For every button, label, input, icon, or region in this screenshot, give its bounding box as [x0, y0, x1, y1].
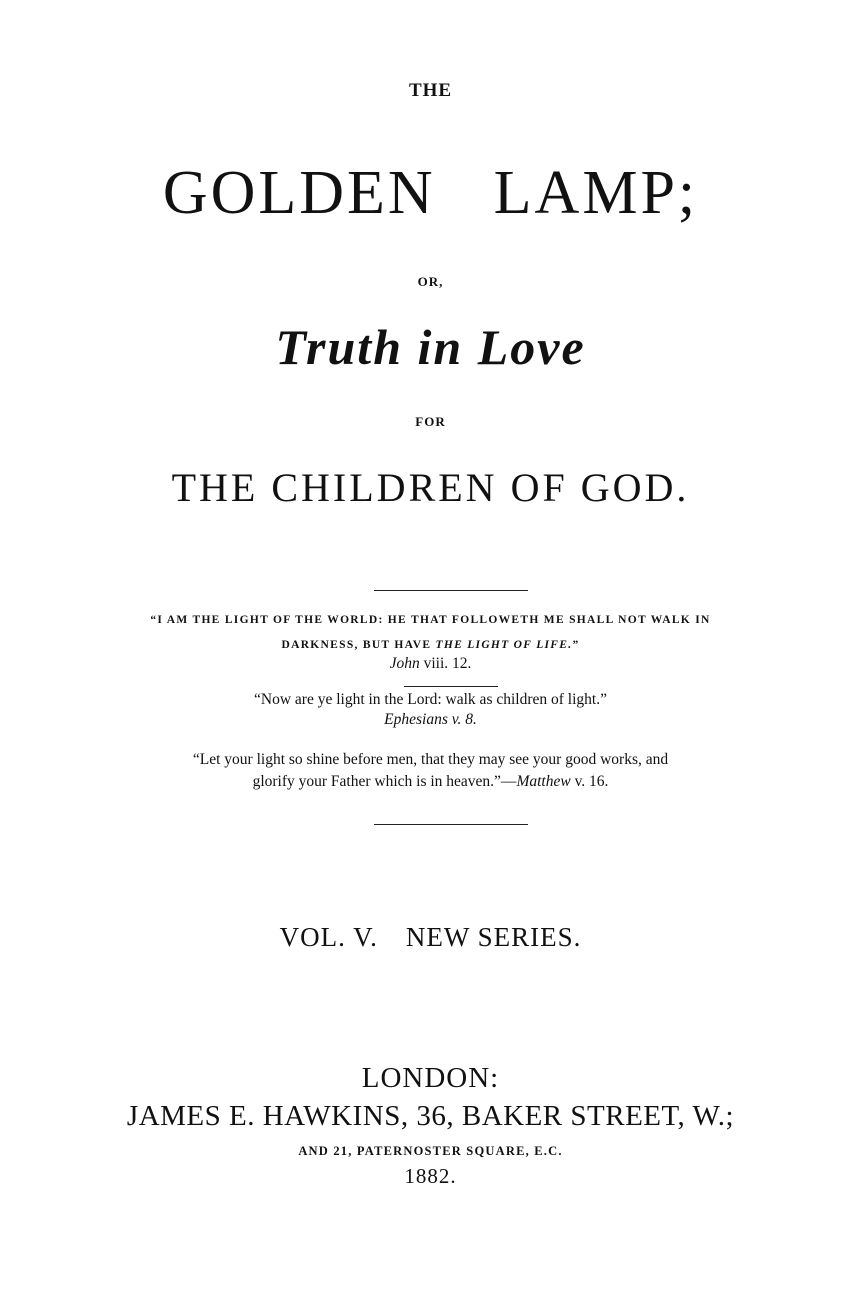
- quote2-reference: Ephesians v. 8.: [384, 711, 477, 728]
- quote3-line1: “Let your light so shine before men, that they may see your good works, and: [192, 751, 669, 768]
- imprint-publisher: JAMES E. HAWKINS, 36, BAKER STREET, W.;: [126, 1100, 735, 1132]
- quote1-book: John: [389, 655, 420, 672]
- quote1-line2: [0, 635, 861, 653]
- quote1-line1: “I AM THE LIGHT OF THE WORLD: HE THAT FOLLOWETH ME SHALL NOT WALK IN: [150, 614, 711, 626]
- the-heading: THE: [408, 80, 453, 101]
- volume-line: [0, 922, 861, 953]
- volume-number: VOL. V.: [279, 922, 378, 952]
- title-word-lamp: LAMP;: [493, 159, 699, 227]
- quote1-line2-close: ”: [572, 639, 580, 651]
- or-connector: OR,: [417, 274, 444, 289]
- quote3-line2: [0, 773, 861, 791]
- quote1-chapter: viii. 12.: [419, 655, 472, 672]
- for-connector: FOR: [415, 414, 446, 429]
- dedication-line: THE CHILDREN OF GOD.: [171, 465, 690, 510]
- book-title: [0, 158, 861, 228]
- quote3-book: Matthew: [516, 773, 571, 790]
- book-subtitle: Truth in Love: [275, 319, 586, 375]
- quote2-line: “Now are ye light in the Lord: walk as children of light.”: [254, 691, 607, 708]
- divider-bottom: [374, 824, 528, 825]
- quote1-line2-text: DARKNESS, BUT HAVE: [281, 639, 436, 651]
- quote3-chapter: v. 16.: [570, 773, 609, 790]
- quote1-reference: [0, 655, 861, 673]
- imprint-city: LONDON:: [361, 1062, 500, 1094]
- imprint-year: 1882.: [404, 1164, 457, 1188]
- title-word-golden: GOLDEN: [162, 159, 436, 227]
- quote3-line2-text: glorify your Father which is in heaven.”—: [252, 773, 517, 790]
- divider-short: [404, 686, 498, 687]
- series-label: NEW SERIES.: [405, 922, 582, 952]
- imprint-address: AND 21, PATERNOSTER SQUARE, E.C.: [298, 1144, 563, 1158]
- quote1-line2-emphasis: THE LIGHT OF LIFE.: [435, 639, 573, 651]
- divider-top: [374, 590, 528, 591]
